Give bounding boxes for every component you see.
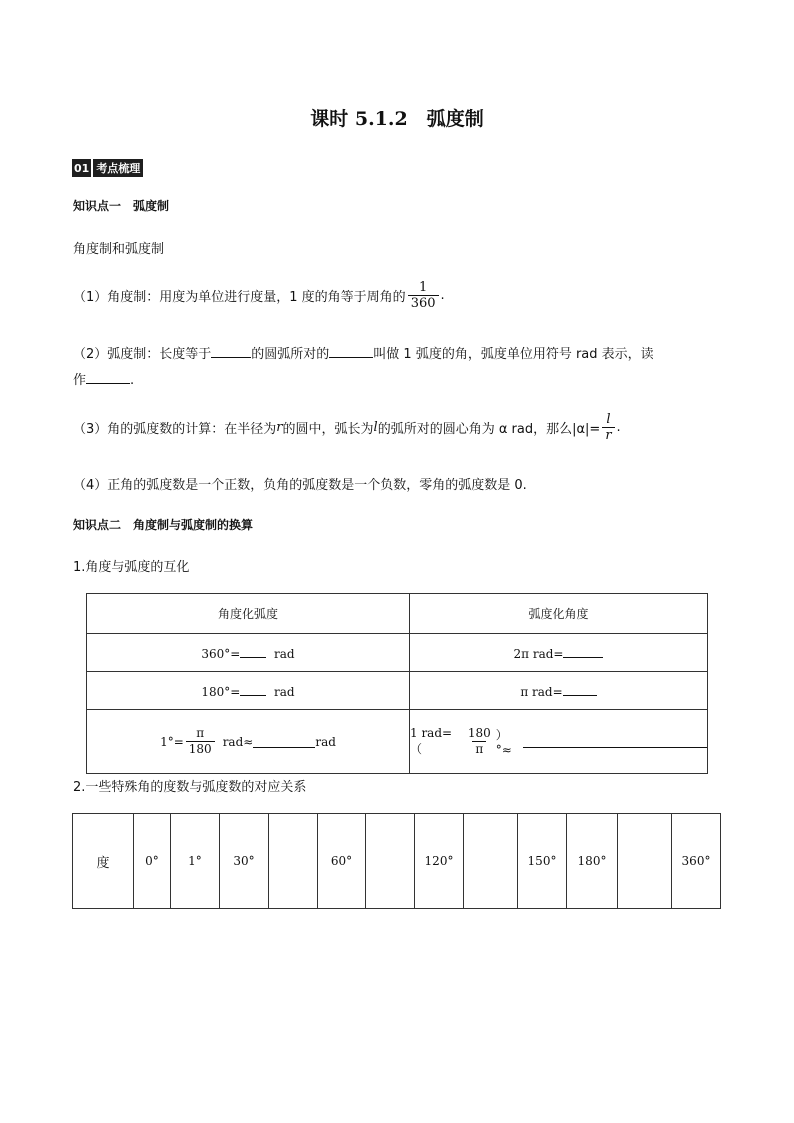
fraction-denominator: 360 — [408, 295, 439, 311]
conversion-table — [86, 593, 708, 774]
table-cell: 180° — [567, 814, 618, 909]
cell-text: π rad= — [520, 684, 563, 699]
cell-text: 1 rad=（ — [410, 726, 453, 756]
cell-unit: rad — [315, 734, 336, 749]
knowledge-point-1-heading: 知识点一 弧度制 — [73, 199, 170, 213]
blank-field[interactable] — [240, 683, 266, 696]
fraction-180-over-pi — [465, 726, 494, 757]
blank-field[interactable] — [240, 645, 266, 658]
table-row — [73, 814, 721, 909]
knowledge-point-2-heading: 知识点二 角度制与弧度制的换算 — [73, 518, 254, 532]
table-row — [87, 634, 708, 672]
fraction-numerator: 180 — [467, 726, 491, 740]
cell-text: 180°= — [201, 684, 241, 699]
item-2-text-c: 叫做 1 弧度的角，弧度单位用符号 rad 表示，读 — [373, 347, 654, 362]
cell-unit: rad — [274, 684, 295, 699]
fraction-1-360 — [408, 280, 439, 311]
item-1-text: （1）角度制：用度为单位进行度量，1 度的角等于周角的 — [73, 290, 406, 305]
kp2-subheading-2: 2.一些特殊角的度数与弧度数的对应关系 — [73, 780, 307, 795]
blank-field[interactable] — [211, 345, 251, 358]
table-cell — [464, 814, 518, 909]
item-2-line-1 — [73, 343, 654, 362]
section-badge — [72, 159, 143, 177]
table-cell: 1° — [171, 814, 220, 909]
blank-field[interactable] — [253, 735, 315, 748]
cell-text: 1°= — [160, 734, 184, 749]
kp2-subheading-1: 1.角度与弧度的互化 — [73, 560, 190, 575]
item-3-text-b: 的圆中，弧长为 — [282, 422, 374, 437]
table-cell — [618, 814, 672, 909]
item-3 — [73, 412, 621, 443]
item-3-period: . — [616, 420, 621, 435]
fraction-denominator: r — [602, 427, 614, 443]
blank-field[interactable] — [523, 735, 707, 748]
blank-field[interactable] — [563, 645, 603, 658]
item-2-text-a: （2）弧度制：长度等于 — [73, 347, 212, 362]
item-2-line-2 — [73, 369, 134, 388]
table-cell — [269, 814, 318, 909]
table-cell — [366, 814, 415, 909]
section-number: 01 — [72, 159, 91, 177]
item-2-text-d: 作 — [73, 373, 87, 388]
fraction-pi-over-180 — [186, 726, 215, 757]
table-cell — [87, 672, 410, 710]
cell-text: rad≈ — [222, 734, 254, 749]
cell-text: 2π rad= — [513, 646, 564, 661]
fraction-denominator: 180 — [186, 741, 215, 757]
table-cell — [87, 634, 410, 672]
table-header-cell: 度 — [73, 814, 134, 909]
section-label: 考点梳理 — [93, 159, 143, 177]
table-row — [87, 594, 708, 634]
blank-field[interactable] — [86, 371, 130, 384]
blank-field[interactable] — [329, 345, 373, 358]
fraction-numerator: π — [196, 726, 205, 740]
var-r: r — [276, 420, 283, 435]
table-header-cell: 弧度化角度 — [410, 594, 708, 634]
fraction-l-over-r — [602, 412, 614, 443]
table-cell — [410, 710, 708, 774]
table-cell — [410, 672, 708, 710]
fraction-denominator: π — [472, 741, 486, 757]
item-1 — [73, 280, 445, 311]
fraction-numerator: 1 — [418, 280, 428, 295]
item-2-text-b: 的圆弧所对的 — [251, 347, 330, 362]
table-cell: 60° — [318, 814, 366, 909]
table-cell — [410, 634, 708, 672]
table-cell — [87, 710, 410, 774]
item-2-text-e: . — [130, 373, 135, 388]
table-row — [87, 672, 708, 710]
cell-text: 360°= — [201, 646, 241, 661]
blank-field[interactable] — [563, 683, 597, 696]
fraction-numerator: l — [606, 412, 611, 427]
table-row — [87, 710, 708, 774]
kp1-subheading: 角度制和弧度制 — [73, 242, 165, 257]
table-header-cell: 角度化弧度 — [87, 594, 410, 634]
cell-text: ）°≈ — [495, 728, 512, 757]
var-l: l — [373, 420, 378, 435]
page-title: 课时 5.1.2 弧度制 — [310, 108, 484, 130]
table-cell: 360° — [672, 814, 721, 909]
table-cell: 0° — [134, 814, 171, 909]
cell-unit: rad — [274, 646, 295, 661]
table-cell: 120° — [415, 814, 464, 909]
item-3-text-a: （3）角的弧度数的计算：在半径为 — [73, 422, 277, 437]
item-4: （4）正角的弧度数是一个正数，负角的弧度数是一个负数，零角的弧度数是 0. — [73, 478, 527, 493]
item-1-period: . — [440, 288, 445, 303]
special-angles-table — [72, 813, 721, 909]
table-cell: 30° — [220, 814, 269, 909]
item-3-text-c: 的弧所对的圆心角为 α rad，那么|α|= — [377, 422, 601, 437]
table-cell: 150° — [518, 814, 567, 909]
